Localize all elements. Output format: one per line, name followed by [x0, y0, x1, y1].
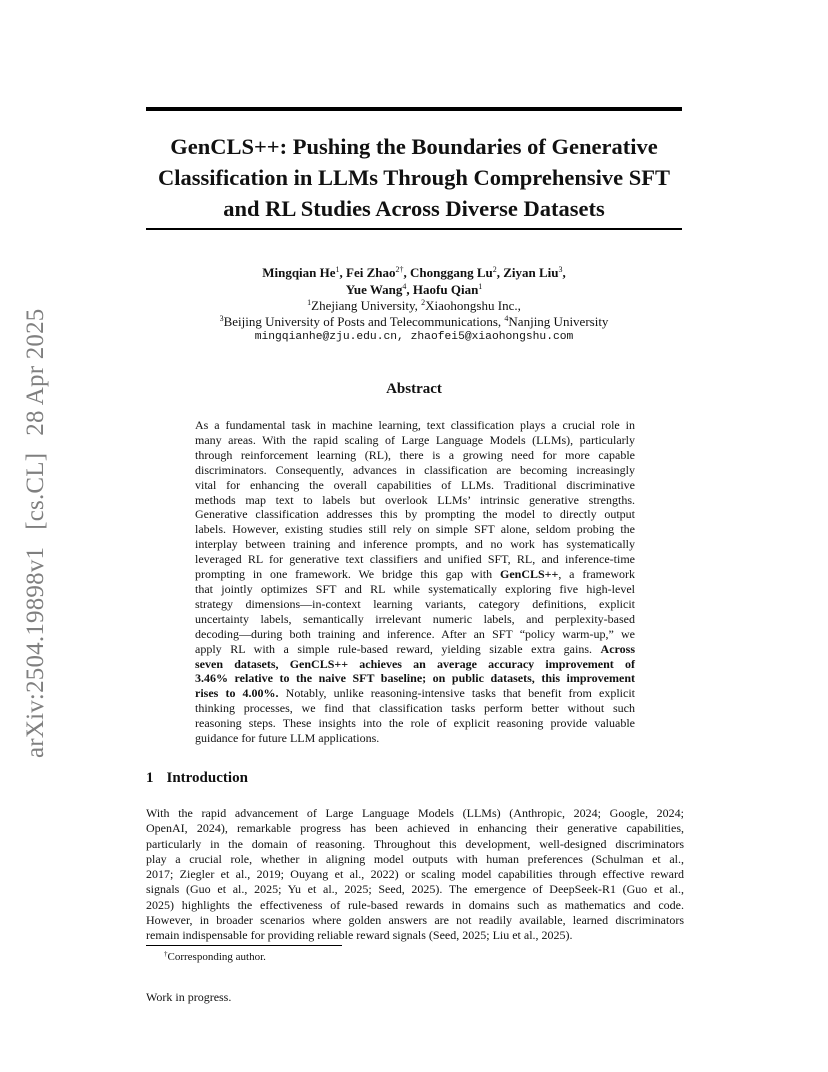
affiliation: Beijing University of Posts and Telecommunications, [223, 314, 502, 329]
footnote-rule [146, 945, 342, 946]
abstract-line: through reinforcement learning (RL), there is a growing need for more capable [195, 447, 635, 462]
affiliation: Xiaohongshu Inc., [425, 298, 521, 313]
affiliation: Nanjing University [508, 314, 609, 329]
affiliation-mark: 1 [307, 298, 312, 307]
paragraph-line: OpenAI, 2024), remarkable progress has been achieved in enhancing their generative capabilities, [146, 821, 684, 836]
abstract-bold-text: Across [600, 641, 635, 656]
abstract-line: discriminators. Consequently, advances in classification are becoming increasingly [195, 462, 635, 477]
abstract-line [195, 671, 635, 686]
abstract-bold-text: seven datasets, GenCLS++ achieves an average accuracy improvement of [195, 656, 635, 671]
abstract-line: methods map text to labels but overlook LLMs’ intrinsic generative strengths. [195, 492, 635, 507]
abstract-line [195, 567, 635, 582]
paragraph-line: However, in broader scenarios where golden answers are not readily available, learned discriminators [146, 913, 684, 928]
work-in-progress-note: Work in progress. [146, 990, 232, 1004]
abstract-text: prompting in one framework. We bridge this gap with [195, 567, 500, 582]
abstract-bold-text: 3.46% relative to the naive SFT baseline; on public datasets, this improvement [195, 671, 635, 686]
method-name: GenCLS++ [499, 567, 559, 582]
abstract-line: Generative classification addresses this by prompting the model to directly output [195, 507, 635, 522]
author-affiliation-mark: 1 [478, 282, 483, 291]
footnote-mark: † [164, 950, 168, 958]
author-name: Yue Wang [345, 282, 403, 297]
section-title: Introduction [166, 770, 248, 786]
title-bottom-rule [146, 228, 682, 230]
paper-title [146, 131, 682, 224]
abstract-line: As a fundamental task in machine learning, text classification plays a crucial role in [195, 418, 635, 432]
intro-paragraph [146, 806, 684, 944]
abstract-line [195, 657, 635, 672]
affiliation-line [146, 314, 682, 330]
author-affiliation-mark: 3 [558, 265, 563, 274]
abstract-line: leveraged RL for generative text classifiers and unified SFT, RL, and inference-time [195, 552, 635, 567]
abstract-line: that jointly optimizes SFT and RL while systematically exploring five high-level [195, 581, 635, 596]
affiliation-mark: 4 [504, 314, 509, 323]
paragraph-line: 2017; Ziegler et al., 2019; Ouyang et al., 2022) or scaling model capabilities through effective reward [146, 867, 684, 882]
author-affiliation-mark: 2 [492, 265, 497, 274]
paragraph-line: remain indispensable for providing reliable reward signals (Seed, 2025; Liu et al., 2025). [146, 928, 573, 943]
author-affiliation-mark: 4 [402, 282, 407, 291]
arxiv-category: [cs.CL] [22, 452, 49, 530]
footnote-text: Corresponding author. [167, 951, 266, 963]
abstract-line: many areas. With the rapid scaling of Large Language Models (LLMs), particularly [195, 432, 635, 447]
abstract-text: , a framework [558, 567, 635, 582]
arxiv-date: 28 Apr 2025 [22, 308, 49, 436]
abstract-heading: Abstract [386, 381, 442, 397]
author-affiliation-mark: 1 [335, 265, 340, 274]
title-top-rule [146, 107, 682, 111]
abstract-body [195, 418, 635, 746]
abstract-line: labels. However, existing studies still rely on simple SFT alone, seldom probing the [195, 522, 635, 537]
abstract-line: vital for enhancing the overall capabilities of LLMs. Traditional discriminative [195, 477, 635, 492]
abstract-line [195, 686, 635, 701]
abstract-line: interplay between training and inference prompts, and no work has systematically [195, 537, 635, 552]
title-line: and RL Studies Across Diverse Datasets [223, 196, 605, 221]
author-name: Haofu Qian [412, 282, 479, 297]
author-list: Mingqian He$^1$, Fei Zhao$^{2\dagger}$, Chonggang Lu$^2$, Ziyan Liu$^3$, [262, 265, 566, 280]
paragraph-line: signals (Guo et al., 2025; Yu et al., 2025; Seed, 2025). The emergence of DeepSeek-R1 (Guo et al., [146, 882, 684, 897]
affiliation-mark: 3 [219, 314, 224, 323]
affiliation: Zhejiang University, [311, 298, 418, 313]
arxiv-watermark [22, 309, 50, 759]
author-name: Ziyan Liu [503, 265, 559, 280]
author-affiliation-mark: 2† [395, 265, 404, 274]
paragraph-line: 2025) highlights the effectiveness of rule-based rewards in domains such as mathematics and code. [146, 897, 684, 912]
title-line: Classification in LLMs Through Comprehensive SFT [158, 165, 670, 190]
abstract-line: strategy dimensions—in-context learning variants, category definitions, explicit [195, 596, 635, 611]
abstract-line [195, 642, 635, 657]
footnote [164, 951, 266, 963]
abstract-text: Notably, unlike reasoning-intensive tasks that benefit from explicit [278, 686, 635, 701]
section-number: 1 [146, 770, 154, 786]
author-list-continued: Yue Wang$^4$, Haofu Qian$^1$ [345, 282, 483, 297]
abstract-line: guidance for future LLM applications. [195, 731, 380, 746]
abstract-line: thinking processes, we find that classification tasks perform better without such [195, 701, 635, 716]
paragraph-line: particularly in the domain of reasoning. Throughout this development, well-designed discriminators [146, 836, 684, 851]
abstract-line: uncertainty labels, semantically irrelevant numeric labels, and perplexity-based [195, 611, 635, 626]
abstract-line: decoding—during both training and inference. After an SFT “policy warm-up,” we [195, 626, 635, 641]
affiliation-line [146, 298, 682, 314]
abstract-text: apply RL with a simple rule-based reward, yielding sizable extra gains. [195, 641, 601, 656]
affiliation-mark: 2 [421, 298, 426, 307]
author-emails[interactable]: mingqianhe@zju.edu.cn, zhaofei5@xiaohongshu.com [254, 331, 574, 343]
author-name: Chonggang Lu [410, 265, 493, 280]
abstract-line: reasoning steps. These insights into the role of explicit reasoning provide valuable [195, 716, 635, 731]
title-line: GenCLS++: Pushing the Boundaries of Generative [170, 134, 658, 159]
author-name: Fei Zhao [346, 265, 396, 280]
section-heading [146, 770, 248, 787]
arxiv-id[interactable]: arXiv:2504.19898v1 [22, 546, 49, 758]
author-name: Mingqian He [262, 265, 336, 280]
paragraph-line: play a crucial role, whether in aligning model outputs with human preferences (Schulman et al., [146, 851, 684, 866]
abstract-bold-text: rises to 4.00%. [195, 686, 279, 701]
paragraph-line: With the rapid advancement of Large Language Models (LLMs) (Anthropic, 2024; Google, 2024; [146, 806, 684, 820]
